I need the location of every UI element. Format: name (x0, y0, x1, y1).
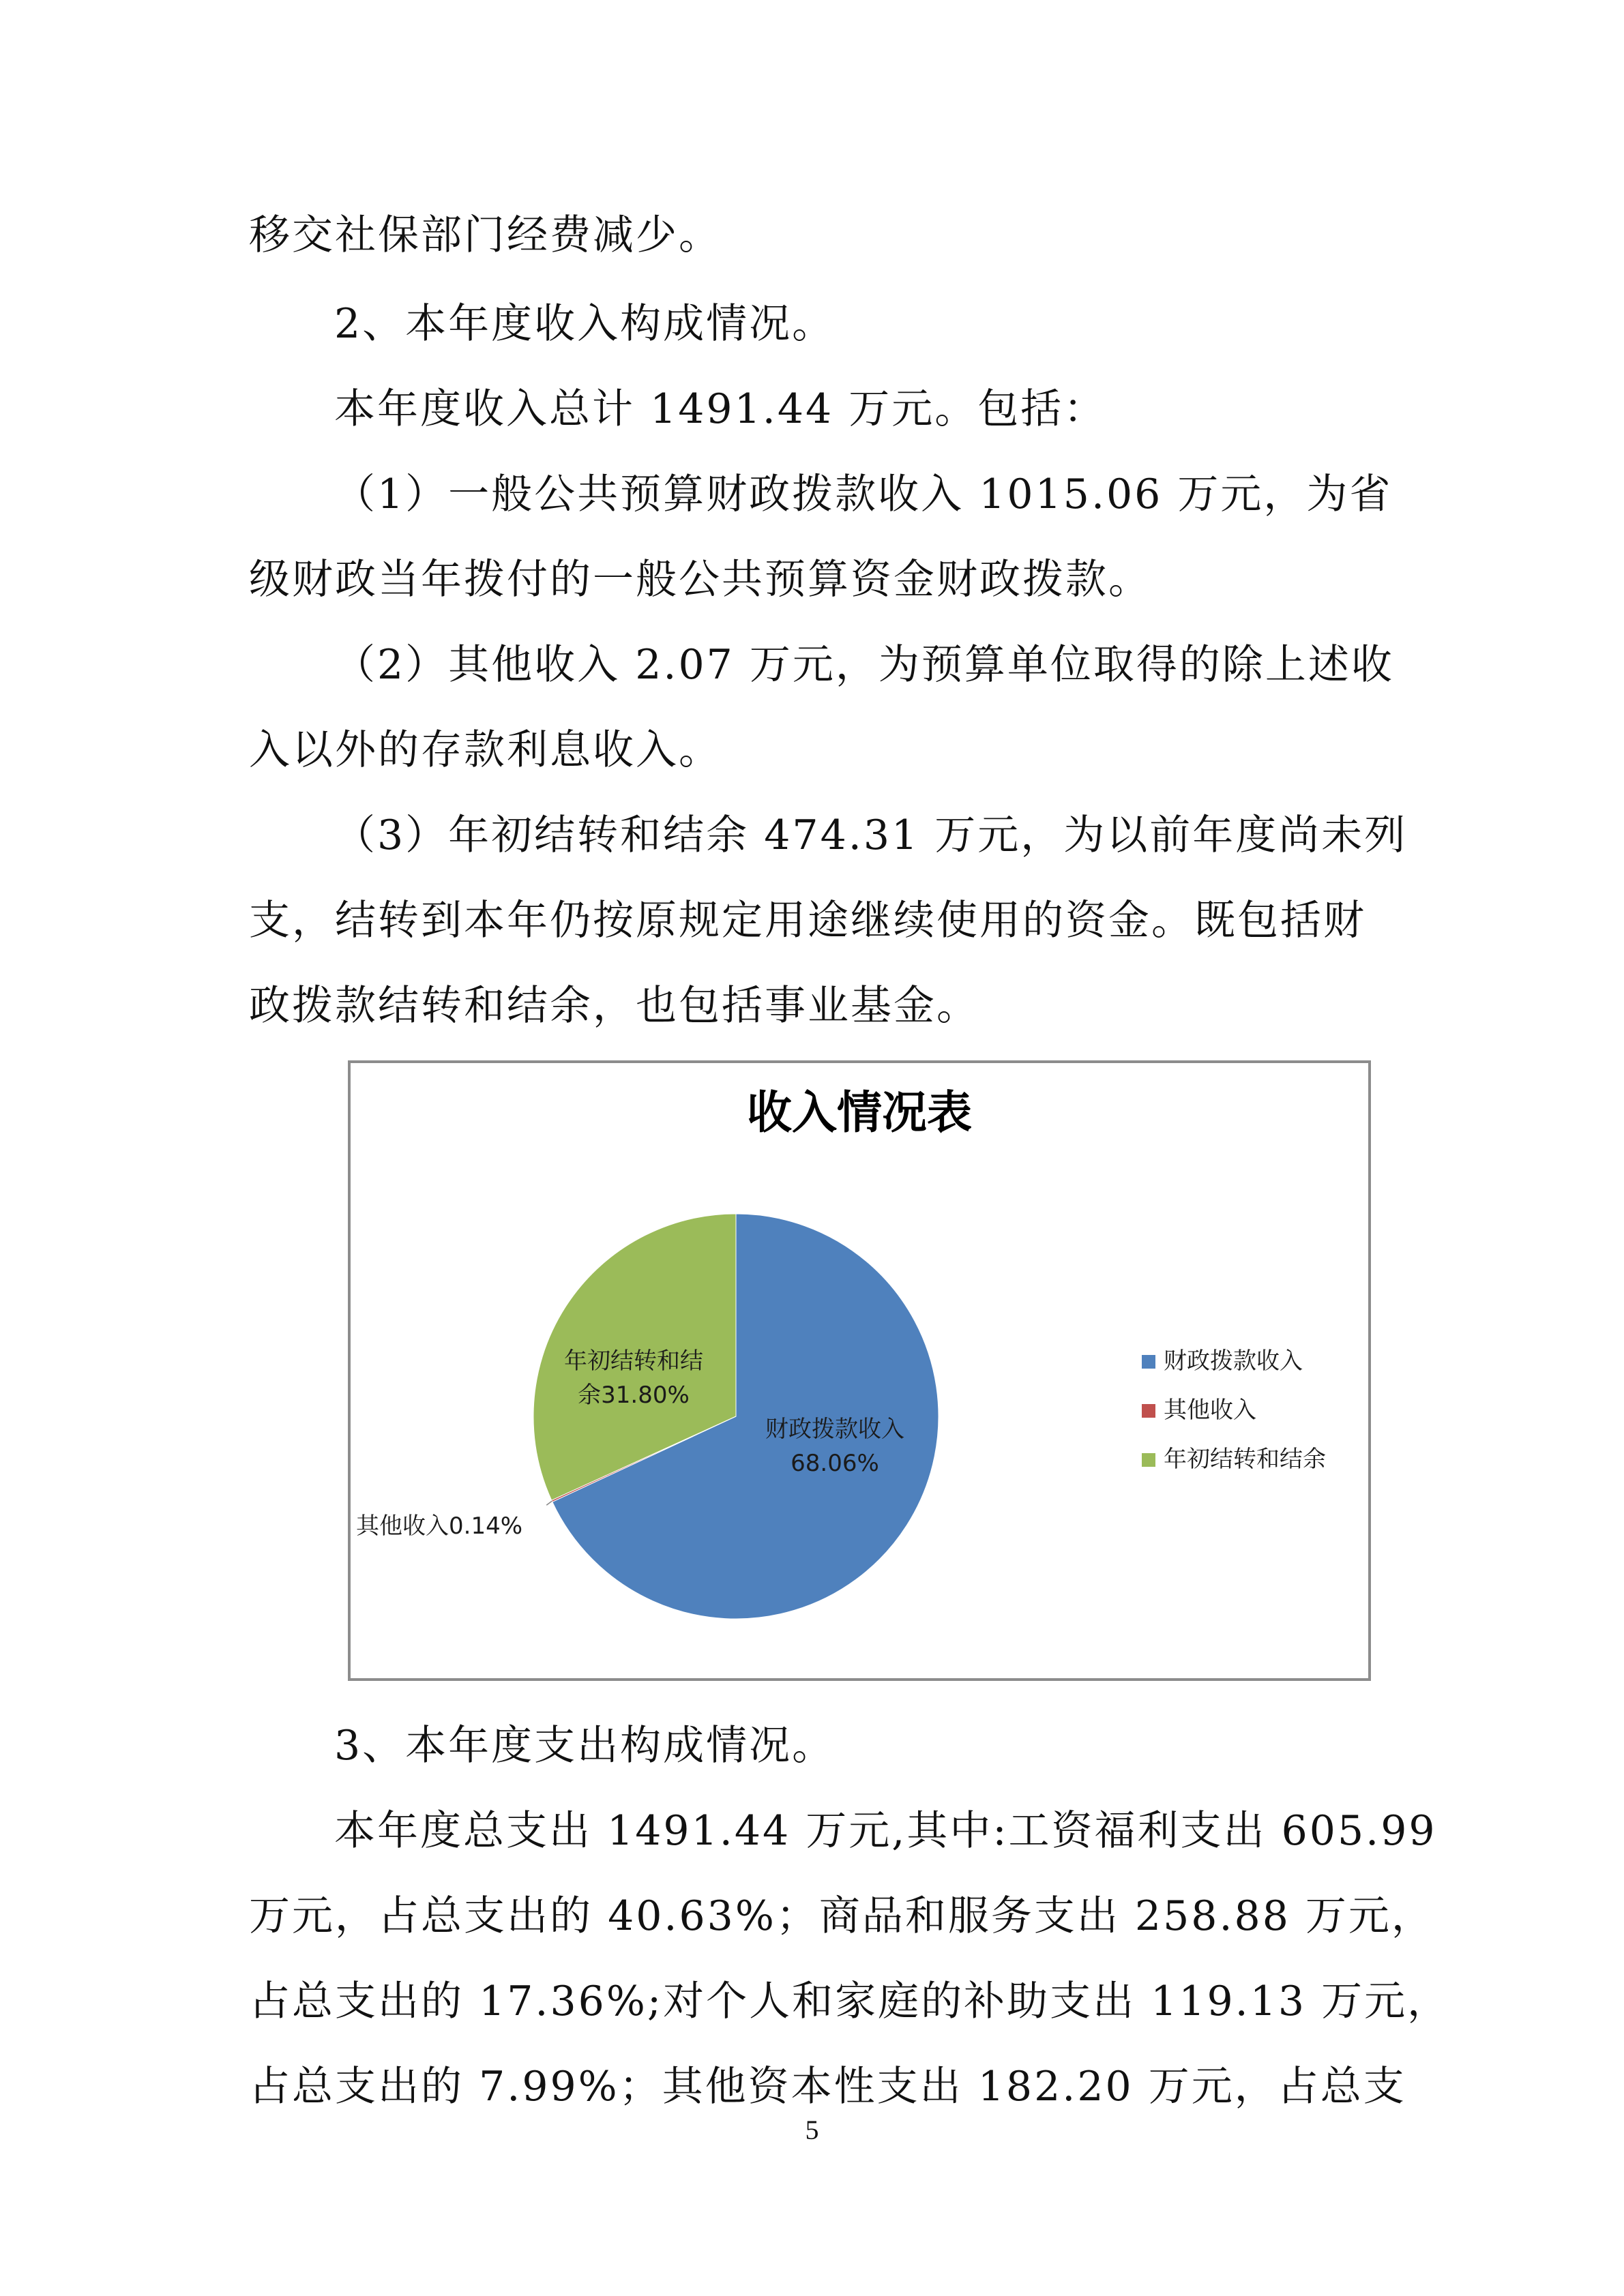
legend-label-1: 财政拨款收入 (1164, 1347, 1303, 1375)
page-number: 5 (805, 2115, 819, 2145)
paragraph-item-3-line-3: 政拨款结转和结余，也包括事业基金。 (249, 982, 979, 1030)
paragraph-item-1-line-2: 级财政当年拨付的一般公共预算资金财政拨款。 (249, 556, 1151, 603)
legend-swatch-2 (1142, 1404, 1155, 1418)
section-heading-income: 2、本年度收入构成情况。 (334, 300, 836, 348)
paragraph-item-2-line-2: 入以外的存款利息收入。 (249, 726, 722, 774)
paragraph-expense-line-1: 本年度总支出 1491.44 万元,其中:工资福利支出 605.99 (334, 1807, 1437, 1855)
pie-leader-line (546, 1501, 552, 1505)
paragraph-item-3-line-2: 支，结转到本年仍按原规定用途继续使用的资金。既包括财 (249, 897, 1366, 944)
chart-title: 收入情况表 (747, 1086, 972, 1139)
legend-swatch-3 (1142, 1453, 1155, 1467)
paragraph-item-1-line-1: （1）一般公共预算财政拨款收入 1015.06 万元，为省 (334, 471, 1393, 518)
paragraph-expense-line-4: 占总支出的 7.99%；其他资本性支出 182.20 万元，占总支 (249, 2063, 1406, 2111)
pie-data-label-3: 年初结转和结余31.80% (564, 1347, 703, 1409)
section-heading-expense: 3、本年度支出构成情况。 (334, 1722, 836, 1770)
pie-data-label-1: 财政拨款收入 68.06% (765, 1416, 904, 1477)
paragraph-item-2-line-1: （2）其他收入 2.07 万元，为预算单位取得的除上述收 (334, 641, 1394, 689)
paragraph-income-total: 本年度收入总计 1491.44 万元。包括： (334, 385, 1107, 433)
chart-legend (1142, 1347, 1326, 1473)
paragraph-line-1: 移交社保部门经费减少。 (249, 211, 722, 259)
pie-chart-svg (351, 1063, 1368, 1678)
paragraph-expense-line-3: 占总支出的 17.36%;对个人和家庭的补助支出 119.13 万元， (249, 1978, 1451, 2025)
pie-data-label-2: 其他收入0.14% (356, 1512, 523, 1540)
paragraph-item-3-line-1: （3）年初结转和结余 474.31 万元，为以前年度尚未列 (334, 811, 1408, 859)
legend-label-3: 年初结转和结余 (1164, 1446, 1326, 1473)
legend-label-2: 其他收入 (1164, 1397, 1256, 1424)
paragraph-expense-line-2: 万元，占总支出的 40.63%；商品和服务支出 258.88 万元， (249, 1892, 1434, 1940)
legend-swatch-1 (1142, 1355, 1155, 1369)
income-pie-chart (348, 1060, 1371, 1681)
